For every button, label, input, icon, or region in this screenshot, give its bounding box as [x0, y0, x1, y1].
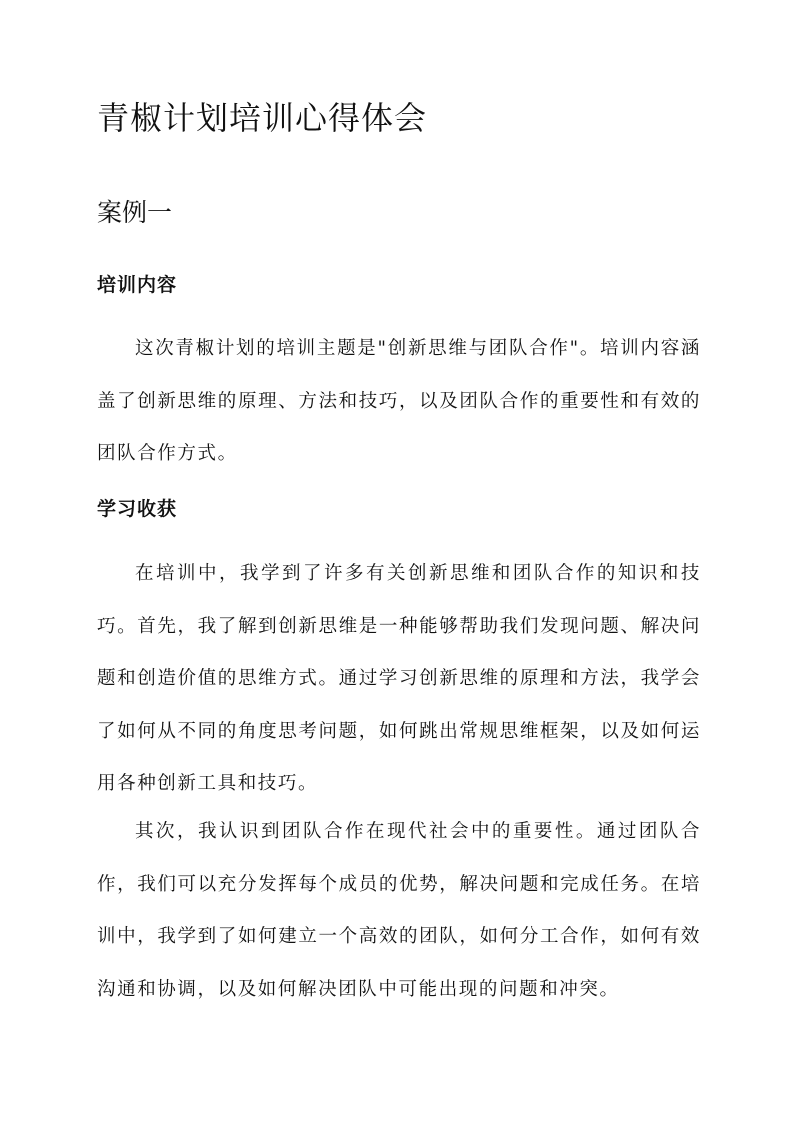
case-heading: 案例一 [97, 198, 173, 227]
document-title: 青椒计划培训心得体会 [97, 99, 428, 137]
section-heading-training-content: 培训内容 [97, 274, 178, 296]
paragraph-learning-gains-1: 在培训中，我学到了许多有关创新思维和团队合作的知识和技巧。首先，我了解到创新思维是一种能够帮助我们发现问题、解决问题和创造价值的思维方式。通过学习创新思维的原理和方法，我学会了如何从不同的角度思考问题，如何跳出常规思维框架，以及如何运用各种创新工具和技巧。 [97, 563, 701, 794]
paragraph-learning-gains-2: 其次，我认识到团队合作在现代社会中的重要性。通过团队合作，我们可以充分发挥每个成员的优势，解决问题和完成任务。在培训中，我学到了如何建立一个高效的团队，如何分工合作，如何有效沟通和协调，以及如何解决团队中可能出现的问题和冲突。 [97, 821, 701, 1000]
section-heading-learning-gains: 学习收获 [97, 498, 178, 520]
paragraph-training-content: 这次青椒计划的培训主题是"创新思维与团队合作"。培训内容涵盖了创新思维的原理、方法和技巧，以及团队合作的重要性和有效的团队合作方式。 [97, 338, 701, 464]
